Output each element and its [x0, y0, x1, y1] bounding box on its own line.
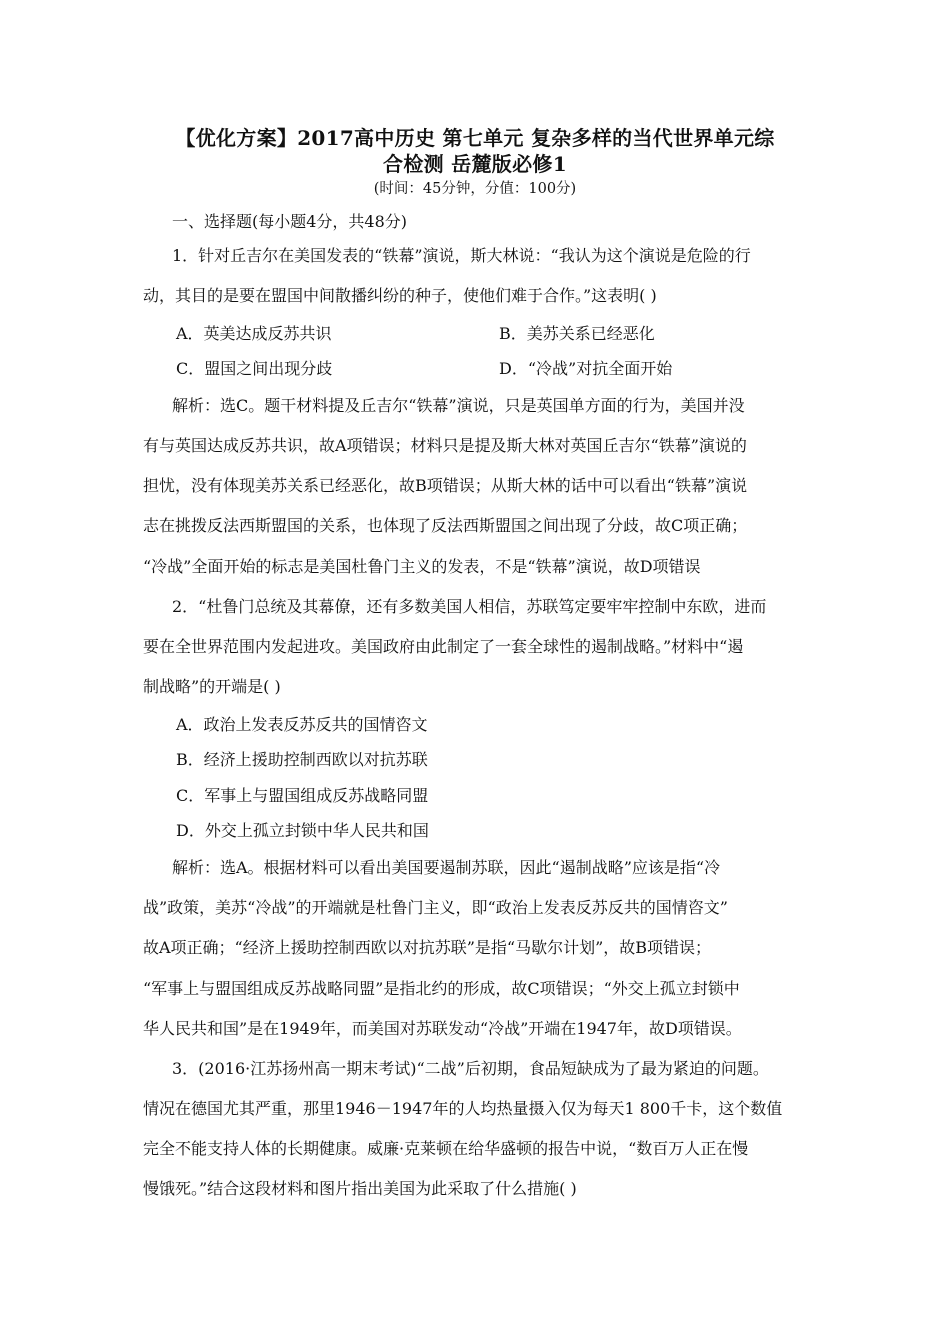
q1-option-a: A．英美达成反苏共识: [176, 324, 332, 343]
q2-stem-line2: 要在全世界范围内发起进攻。美国政府由此制定了一套全球性的遏制战略。”材料中“遏: [143, 637, 744, 656]
q2-analysis-line1: 解析：选A。根据材料可以看出美国要遏制苏联，因此“遏制战略”应该是指“冷: [172, 858, 721, 877]
q2-analysis-line2: 战”政策，美苏“冷战”的开端就是杜鲁门主义，即“政治上发表反苏反共的国情咨文”: [143, 898, 728, 917]
q3-stem-line2: 情况在德国尤其严重，那里1946－1947年的人均热量摄入仅为每天1 800千卡，这个数值: [143, 1099, 783, 1118]
q2-analysis-line3: 故A项正确；“经济上援助控制西欧以对抗苏联”是指“马歇尔计划”，故B项错误；: [143, 938, 712, 957]
q2-option-a: A．政治上发表反苏反共的国情咨文: [176, 715, 428, 734]
q2-stem-line1: 2．“杜鲁门总统及其幕僚，还有多数美国人相信，苏联笃定要牢牢控制中东欧，进而: [172, 597, 767, 616]
document-title-line1: 【优化方案】2017高中历史 第七单元 复杂多样的当代世界单元综: [175, 126, 775, 150]
document-title-line2: 合检测 岳麓版必修1: [383, 152, 567, 176]
q2-analysis-line4: “军事上与盟国组成反苏战略同盟”是指北约的形成，故C项错误；“外交上孤立封锁中: [143, 979, 740, 998]
q2-stem-line3: 制战略”的开端是( ): [143, 677, 281, 696]
q2-option-d: D．外交上孤立封锁中华人民共和国: [176, 821, 429, 840]
section-heading: 一、选择题(每小题4分，共48分): [172, 212, 408, 231]
q1-stem-line1: 1．针对丘吉尔在美国发表的“铁幕”演说，斯大林说：“我认为这个演说是危险的行: [172, 246, 751, 265]
q2-analysis-line5: 华人民共和国”是在1949年，而美国对苏联发动“冷战”开端在1947年，故D项错误。: [143, 1019, 742, 1038]
q2-option-b: B．经济上援助控制西欧以对抗苏联: [176, 750, 428, 769]
q1-stem-line2: 动，其目的是要在盟国中间散播纠纷的种子，使他们难于合作。”这表明( ): [143, 286, 657, 305]
q3-stem-line1: 3．(2016·江苏扬州高一期末考试)“二战”后初期，食品短缺成为了最为紧迫的问题。: [172, 1059, 769, 1078]
q2-option-c: C．军事上与盟国组成反苏战略同盟: [176, 786, 429, 805]
q1-option-c: C．盟国之间出现分歧: [176, 359, 333, 378]
q1-analysis-line2: 有与英国达成反苏共识，故A项错误；材料只是提及斯大林对英国丘吉尔“铁幕”演说的: [143, 436, 747, 455]
q1-option-d: D．“冷战”对抗全面开始: [499, 359, 673, 378]
q1-analysis-line4: 志在挑拨反法西斯盟国的关系，也体现了反法西斯盟国之间出现了分歧，故C项正确；: [143, 516, 748, 535]
q1-analysis-line1: 解析：选C。题干材料提及丘吉尔“铁幕”演说，只是英国单方面的行为，美国并没: [172, 396, 745, 415]
q1-option-b: B．美苏关系已经恶化: [499, 324, 655, 343]
q3-stem-line3: 完全不能支持人体的长期健康。威廉·克莱顿在给华盛顿的报告中说，“数百万人正在慢: [143, 1139, 749, 1158]
q3-stem-line4: 慢饿死。”结合这段材料和图片指出美国为此采取了什么措施( ): [143, 1179, 577, 1198]
time-score-info: (时间：45分钟，分值：100分): [373, 181, 577, 197]
q1-analysis-line5: “冷战”全面开始的标志是美国杜鲁门主义的发表，不是“铁幕”演说，故D项错误: [143, 557, 701, 576]
q1-analysis-line3: 担忧，没有体现美苏关系已经恶化，故B项错误；从斯大林的话中可以看出“铁幕”演说: [143, 476, 748, 495]
